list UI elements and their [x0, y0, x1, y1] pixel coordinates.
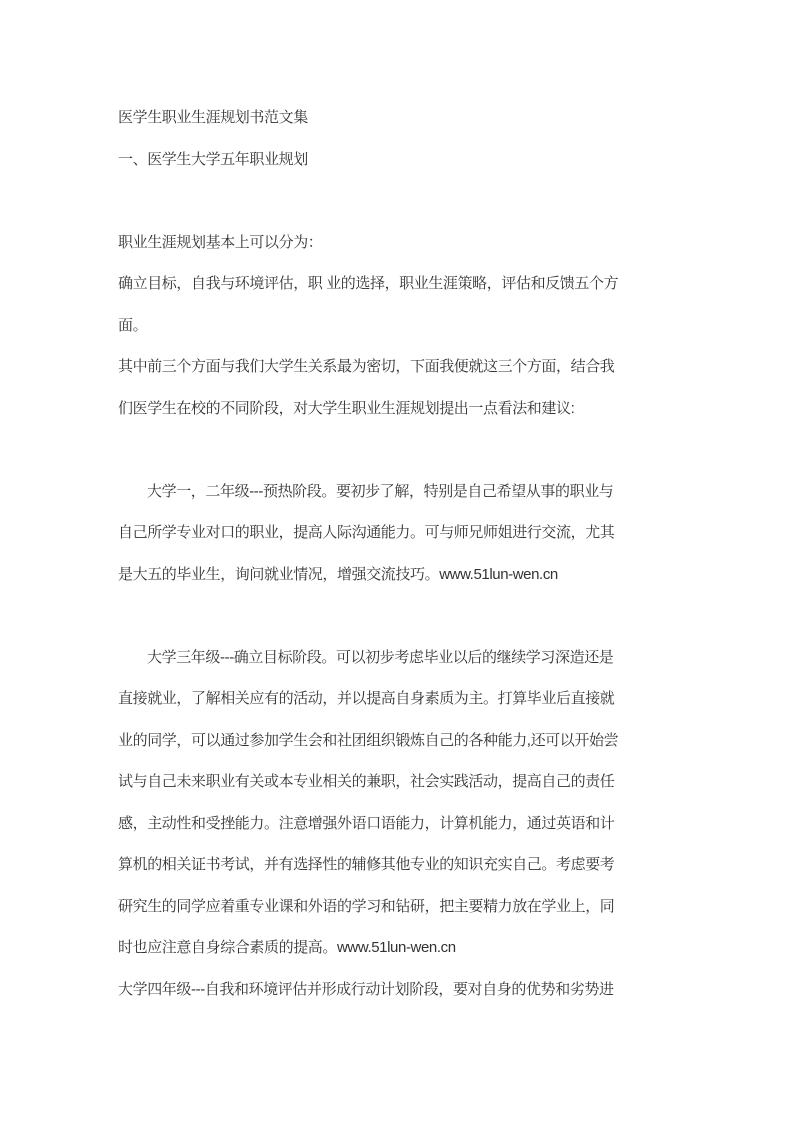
text-line: 大学一，二年级---预热阶段。要初步了解，特别是自己希望从事的职业与 [147, 482, 614, 500]
text-line: 大学三年级---确立目标阶段。可以初步考虑毕业以后的继续学习深造还是 [147, 648, 614, 666]
text-line: 时也应注意自身综合素质的提高。www.51lun-wen.cn [118, 939, 456, 956]
text-line: 们医学生在校的不同阶段，对大学生职业生涯规划提出一点看法和建议: [118, 399, 575, 417]
text-line: 算机的相关证书考试，并有选择性的辅修其他专业的知识充实自己。考虑要考 [118, 856, 615, 873]
text-line: 感，主动性和受挫能力。注意增强外语口语能力，计算机能力，通过英语和计 [118, 814, 615, 832]
text-line: 大学四年级---自我和环境评估并形成行动计划阶段，要对自身的优势和劣势进 [118, 980, 614, 998]
section-heading: 一、医学生大学五年职业规划 [118, 150, 308, 168]
text-line: 自己所学专业对口的职业，提高人际沟通能力。可与师兄师姐进行交流，尤其 [118, 524, 615, 541]
text-line: 是大五的毕业生，询问就业情况，增强交流技巧。www.51lun-wen.cn [118, 565, 558, 583]
blank-line [118, 180, 658, 222]
blank-line [118, 429, 658, 471]
text-line: 其中前三个方面与我们大学生关系最为密切，下面我便就这三个方面，结合我 [118, 358, 615, 375]
text-line: 直接就业，了解相关应有的活动，并以提高自身素质为主。打算毕业后直接就 [118, 690, 615, 707]
text-line: 业的同学，可以通过参加学生会和社团组织锻炼自己的各种能力,还可以开始尝 [118, 731, 619, 749]
text-line: 确立目标，自我与环境评估，职 业的选择，职业生涯策略，评估和反馈五个方 [118, 275, 619, 292]
document-title: 医学生职业生涯规划书范文集 [118, 109, 308, 126]
text-line: 职业生涯规划基本上可以分为： [118, 233, 323, 251]
blank-line [118, 595, 658, 637]
text-line: 试与自己未来职业有关或本专业相关的兼职，社会实践活动，提高自己的责任 [118, 773, 615, 790]
text-line: 面。 [118, 316, 148, 334]
text-line: 研究生的同学应着重专业课和外语的学习和钻研，把主要精力放在学业上，同 [118, 897, 615, 915]
document-text [118, 97, 658, 1010]
